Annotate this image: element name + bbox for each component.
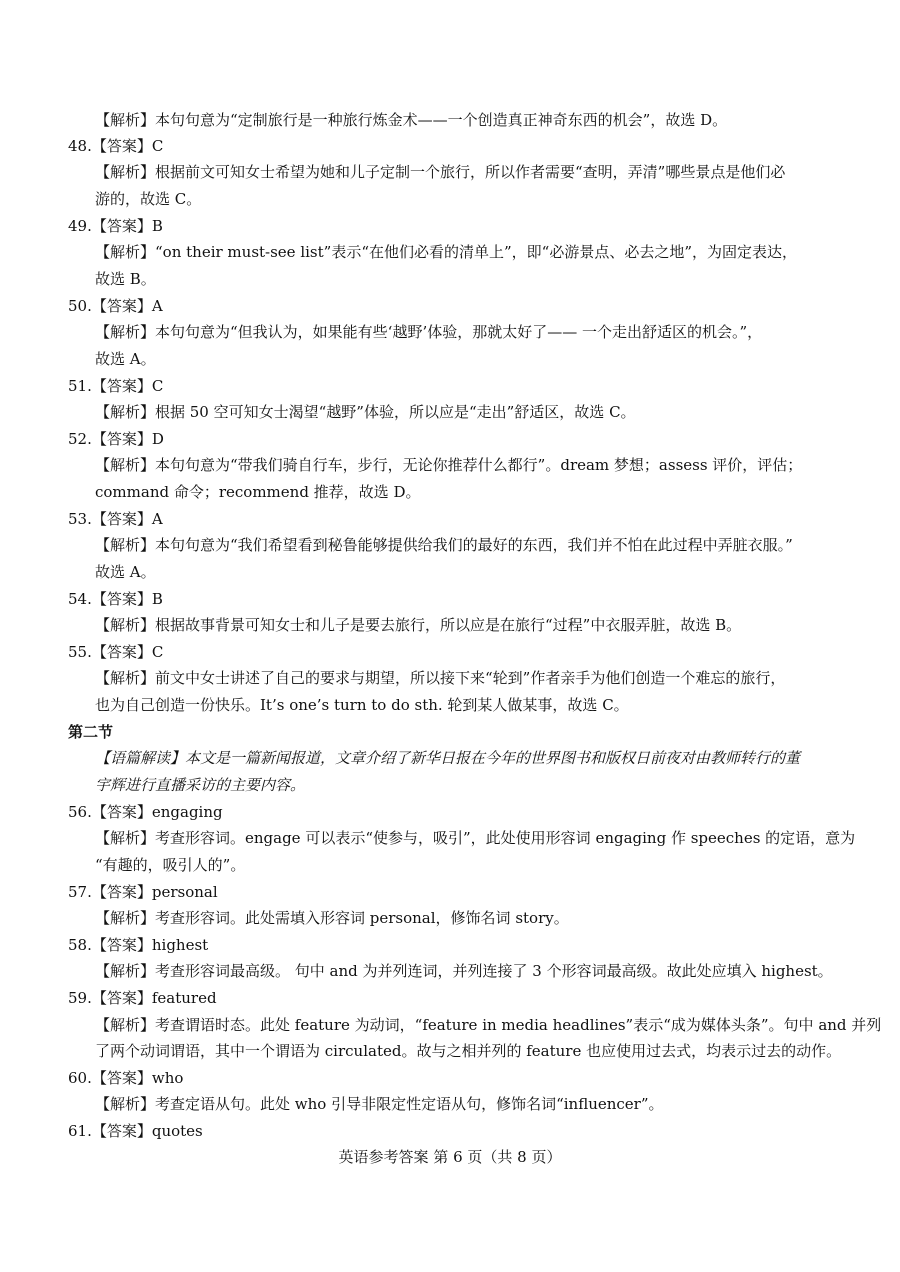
explanation-line: 【解析】根据前文可知女士希望为她和儿子定制一个旅行，所以作者需要“查明，弄清”哪些景点是他们必	[95, 163, 786, 181]
explanation-line: 也为自己创造一份快乐。It’s one’s turn to do sth. 轮到某人做某事，故选 C。	[95, 696, 629, 714]
page-footer: 英语参考答案 第 6 页（共 8 页）	[338, 1148, 562, 1166]
explanation-line: 了两个动词谓语，其中一个谓语为 circulated。故与之相并列的 feature 也应使用过去式，均表示过去的动作。	[95, 1042, 842, 1060]
explanation-line: 【解析】考查形容词。此处需填入形容词 personal，修饰名词 story。	[95, 909, 569, 927]
answer-line: 55.【答案】C	[68, 643, 164, 661]
explanation-line: 【解析】“on their must-see list”表示“在他们必看的清单上”，即“必游景点、必去之地”，为固定表达，	[95, 243, 797, 261]
explanation-line: 【解析】考查谓语时态。此处 feature 为动词，“feature in media headlines”表示“成为媒体头条”。句中 and 并列	[95, 1016, 882, 1034]
answer-line: 49.【答案】B	[68, 217, 163, 235]
explanation-line: 【语篇解读】本文是一篇新闻报道，文章介绍了新华日报在今年的世界图书和版权日前夜对由教师转行的董	[95, 749, 801, 767]
explanation-line: 【解析】考查形容词最高级。 句中 and 为并列连词，并列连接了 3 个形容词最高级。故此处应填入 highest。	[95, 962, 833, 980]
explanation-line: 【解析】本句句意为“我们希望看到秘鲁能够提供给我们的最好的东西，我们并不怕在此过程中弄脏衣服。”	[95, 536, 793, 554]
section-heading: 第二节	[68, 723, 114, 741]
explanation-line: 故选 A。	[95, 350, 156, 368]
explanation-line: 【解析】考查形容词。engage 可以表示“使参与，吸引”，此处使用形容词 engaging 作 speeches 的定语，意为	[95, 829, 856, 847]
answer-line: 53.【答案】A	[68, 510, 163, 528]
explanation-line: 故选 A。	[95, 563, 156, 581]
explanation-line: 【解析】本句句意为“带我们骑自行车，步行，无论你推荐什么都行”。dream 梦想；assess 评价，评估；	[95, 456, 803, 474]
answer-line: 58.【答案】highest	[68, 936, 209, 954]
explanation-line: 宇辉进行直播采访的主要内容。	[95, 776, 306, 794]
explanation-line: command 命令；recommend 推荐，故选 D。	[95, 483, 421, 501]
answer-line: 52.【答案】D	[68, 430, 164, 448]
answer-line: 56.【答案】engaging	[68, 803, 223, 821]
explanation-line: 【解析】根据故事背景可知女士和儿子是要去旅行，所以应是在旅行“过程”中衣服弄脏，故选 B。	[95, 616, 742, 634]
explanation-line: 【解析】前文中女士讲述了自己的要求与期望，所以接下来“轮到”作者亲手为他们创造一个难忘的旅行，	[95, 669, 786, 687]
explanation-line: 【解析】本句句意为“定制旅行是一种旅行炼金术——一个创造真正神奇东西的机会”，故选 D。	[95, 111, 728, 129]
answer-line: 51.【答案】C	[68, 377, 164, 395]
answer-line: 48.【答案】C	[68, 137, 164, 155]
explanation-line: 【解析】考查定语从句。此处 who 引导非限定性定语从句，修饰名词“influencer”。	[95, 1095, 664, 1113]
answer-line: 59.【答案】featured	[68, 989, 217, 1007]
answer-line: 61.【答案】quotes	[68, 1122, 203, 1140]
explanation-line: “有趣的，吸引人的”。	[95, 856, 246, 874]
explanation-line: 【解析】根据 50 空可知女士渴望“越野”体验，所以应是“走出”舒适区，故选 C。	[95, 403, 636, 421]
answer-line: 60.【答案】who	[68, 1069, 184, 1087]
answer-line: 57.【答案】personal	[68, 883, 218, 901]
answer-line: 54.【答案】B	[68, 590, 163, 608]
explanation-line: 【解析】本句句意为“但我认为，如果能有些‘越野’体验，那就太好了—— 一个走出舒适区的机会。”，	[95, 323, 763, 341]
explanation-line: 游的，故选 C。	[95, 190, 202, 208]
explanation-line: 故选 B。	[95, 270, 156, 288]
answer-line: 50.【答案】A	[68, 297, 163, 315]
